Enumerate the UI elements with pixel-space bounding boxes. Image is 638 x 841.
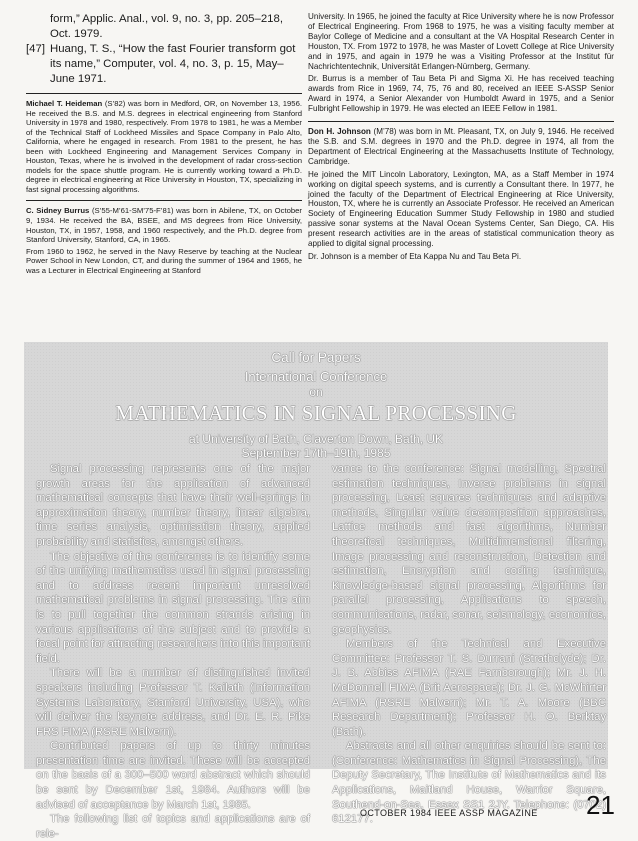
left-column — [26, 12, 302, 275]
bio-text: (M’78) was born in Mt. Pleasant, TX, on July 9, 1946. He received the S.B. and S.M. degrees in 1970 and the Ph.D. degree in 1974, all from the Department of Electrical Engineering at the Massachusetts Institute of Technology, Cambridge. — [308, 127, 614, 166]
divider — [26, 200, 302, 201]
bio-burrus-awards: Dr. Burrus is a member of Tau Beta Pi and Sigma Xi. He has received teaching awards from Rice in 1969, 74, 75, 76 and 80, received an IEEE S-ASSP Senior Award in 1974, a Senior Alexander von Humboldt Award in 1975, and a Senior Fulbright Fellowship in 1979. He was elected an IEEE Fellow in 1981. — [308, 74, 614, 114]
bio-johnson-paragraph-3: Dr. Johnson is a member of Eta Kappa Nu and Tau Beta Pi. — [308, 251, 522, 261]
reference-46-continued — [26, 12, 302, 42]
cfp-on: on — [309, 385, 323, 399]
bio-name: C. Sidney Burrus — [26, 206, 90, 216]
cfp-paragraph: Abstracts and all other enquiries should be sent to: (Conference: Mathematics in Signal Processing), The Deputy Secretary, The Institute of Mathematics and its Applications, Maitland House, Warrior Square, Southend-on-Sea, Essex SS1 2JY. Telephone: (0702) 612177. — [332, 740, 606, 826]
cfp-heading: Call for Papers — [271, 350, 361, 365]
reference-text: Huang, T. S., “How the fast Fourier transform got its name,” Computer, vol. 4, no. 3, p. 15, May–June 1971. — [50, 43, 296, 85]
cfp-paragraph: Contributed papers of up to thirty minutes presentation time are invited. These will be accepted on the basis of a 300–500 word abstract which should be sent by December 1st, 1984. Authors will be advised of acceptance by March 1st, 1985. — [36, 740, 310, 811]
cfp-paragraph: vance to the conference: Signal modelling, Spectral estimation techniques, Inverse problems in signal processing, Least squares techniques and adaptive methods, Singular value decomposition approaches, Lattice methods and fast algorithms, Number theoretical techniques, Multidimensional filtering, Image processing and reconstruction, Detection and estimation, Encryption and coding technique, Knowledge-based signal processing, Algorithms for parallel processing, Applications to speech, communications, radar, sonar, seismology, economics, geophysics. — [332, 463, 606, 636]
footer-magazine: OCTOBER 1984 IEEE ASSP MAGAZINE — [360, 808, 538, 818]
cfp-paragraph: Signal processing represents one of the major growth areas for the application of advanced mathematical concepts that have their well-springs in approximation theory, number theory, linear algebra, time series analysis, optimisation theory, applied probability and statistics, amongst others. — [36, 463, 310, 548]
bio-burrus-paragraph-2: From 1960 to 1962, he served in the Navy Reserve by teaching at the Nuclear Power School in New London, CT, and during the summer of 1964 and 1965, he was a Lecturer in Electrical Engineering at Stanford — [26, 246, 302, 275]
cfp-dates: September 17th–19th, 1985 — [241, 446, 391, 460]
bio-johnson-paragraph-2: He joined the MIT Lincoln Laboratory, Lexington, MA, as a Staff Member in 1974 working on digital speech systems, and is currently a Consultant there. In 1977, he joined the faculty of the Department of Electrical Engineering at Rice University, Houston, TX, where he is currently an Associate Professor. He received an American Society of Engineering Education Summer Study Fellowship in 1980 and studied passive sonar systems at the Naval Ocean Systems Center, San Diego, CA. His present research activities are in the areas of statistical communication theory as applied to digital signal processing. — [308, 169, 614, 249]
bio-johnson — [308, 127, 614, 167]
cfp-paragraph: There will be a number of distinguished invited speakers including Professor T. Kailath (Information Systems Laboratory, Stanford University, USA), who will deliver the keynote address, and Dr. E. R. Pike FRS FIMA (RSRE Malvern). — [36, 667, 310, 738]
bio-burrus-continued: University. In 1965, he joined the faculty at Rice University where he is now Professor of Electrical Engineering. From 1968 to 1975, he was a visiting faculty member at Baylor College of Medicine and a consultant at the VA Hospital Research Center in Houston, TX. From 1972 to 1978, he was Master of Lovett College at Rice University and in 1975, and again in 1979 he was a Visiting Professor at the Institut für Nachrichtentechnik, Universität Erlangen-Nürnberg, Germany. — [308, 12, 614, 71]
cfp-right-column — [332, 462, 606, 827]
bio-burrus — [26, 206, 302, 244]
bio-heideman — [26, 99, 302, 194]
page-number: 21 — [586, 790, 615, 820]
divider — [26, 93, 302, 94]
cfp-paragraph: The objective of the conference is to identify some of the unifying mathematics used in signal processing and to address recent important unresolved mathematical problems in signal processing. The aim is to pull together the common strands arising in various applications of the subject and to provide a focal point for attracting researchers into this important field. — [36, 550, 310, 665]
cfp-title: MATHEMATICS IN SIGNAL PROCESSING — [115, 401, 517, 425]
cfp-paragraph: The following list of topics and applications are of rele- — [36, 813, 310, 840]
reference-number: [47] — [26, 43, 45, 55]
cfp-conference: International Conference — [244, 369, 388, 384]
bio-name: Don H. Johnson — [308, 127, 371, 137]
reference-47 — [26, 42, 302, 87]
bio-name: Michael T. Heideman — [26, 99, 103, 108]
bio-text: (S’55-M’61-SM’75-F’81) was born in Abilene, TX, on October 9, 1934. He received the BA, BSEE, and MS degrees from Rice University, Houston, TX, in 1957, 1958, and 1960 respectively, and the Ph.D. degree from Stanford University, Stanford, CA, in 1965. — [26, 206, 302, 245]
right-column — [308, 12, 614, 262]
cfp-left-column — [36, 462, 310, 841]
reference-text: form,” Applic. Anal., vol. 9, no. 3, pp. 205–218, Oct. 1979. — [50, 13, 284, 40]
divider — [308, 121, 614, 122]
bio-text: (S’82) was born in Medford, OR, on November 13, 1956. He received the B.S. and M.S. degrees in electrical engineering from Stanford University in 1978 and 1980, respectively. From 1978 to 1981, he was a Member of the Technical Staff of Lockheed Missiles and Space Company in Palo Alto, California, where he engaged in research. From 1981 to the present, he has been with Lockheed Engineering and Management Services Company in Houston, Texas, where he is involved in the development of radar cross-section models for the space shuttle program. He is currently working toward a Ph.D. degree in electrical engineering at Rice University in Houston, TX, specializing in fast signal processing algorithms. — [26, 99, 302, 194]
cfp-paragraph: Members of the Technical and Executive Committee: Professor T. S. Durrani (Strathclyde); Dr. J. B. Abbiss AFIMA (RAE Farnborough); Mr. J. H. McDonnell FIMA (Brit Aerospace); Dr. J. G. McWhirter AFIMA (RSRE Malvern); Mr. T. A. Moore (BBC Research Department); Professor H. O. Berktay (Bath). — [332, 638, 606, 738]
cfp-location: at University of Bath, Claverton Down, Bath, UK — [188, 432, 444, 446]
